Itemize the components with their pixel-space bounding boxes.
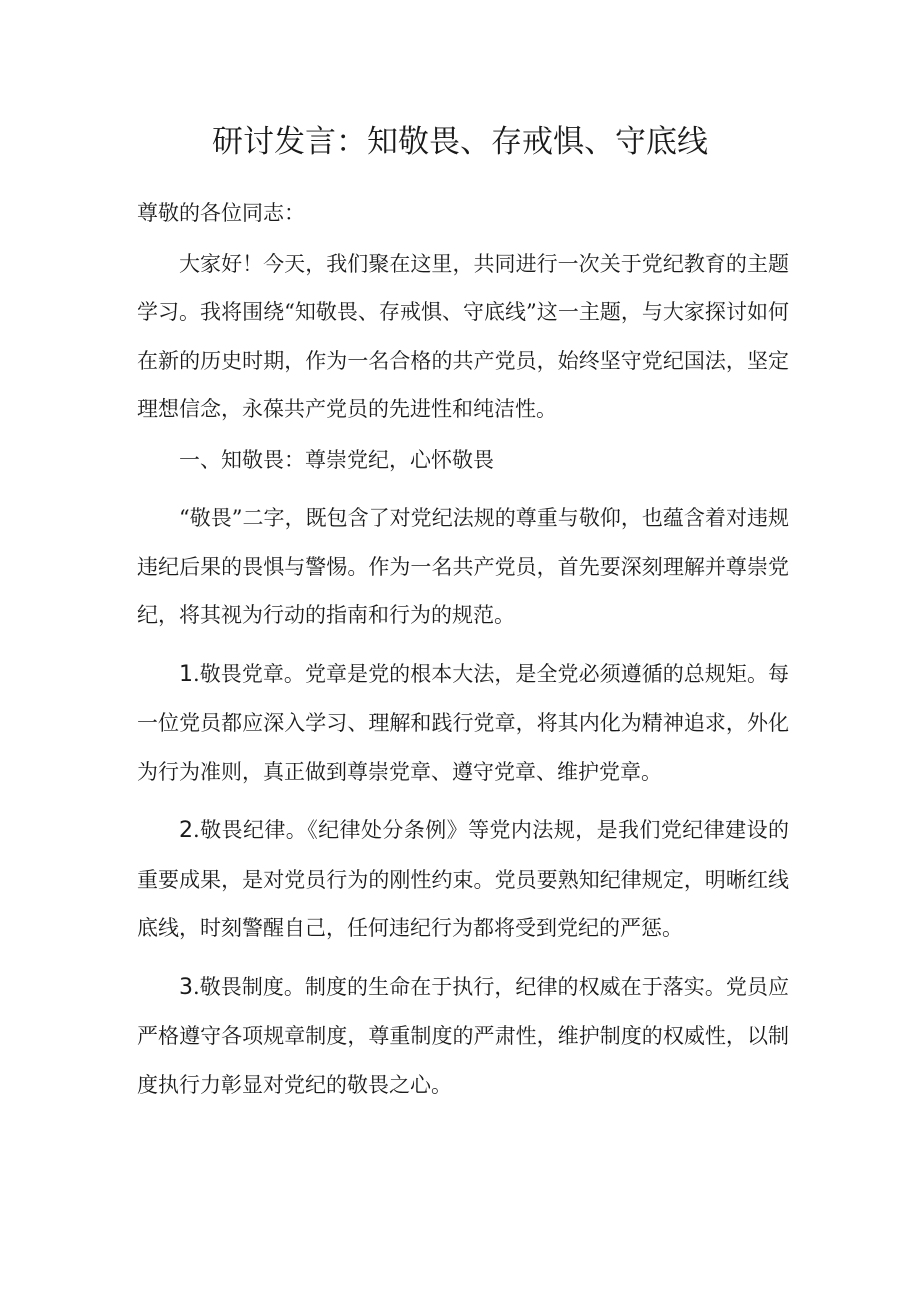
point-number: 2 (179, 818, 193, 843)
intro-paragraph: 大家好！今天，我们聚在这里，共同进行一次关于党纪教育的主题学习。我将围绕“知敬畏、存戒惧、守底线”这一主题，与大家探讨如何在新的历史时期，作为一名合格的共产党员，始终坚守党纪国法，坚定理想信念，永葆共产党员的先进性和纯洁性。 (137, 251, 789, 421)
point-paragraph-1 (137, 650, 789, 797)
point-paragraph-3 (137, 963, 789, 1110)
point-text: .敬畏党章。党章是党的根本大法，是全党必须遵循的总规矩。每一位党员都应深入学习、理解和践行党章，将其内化为精神追求，外化为行为准则，真正做到尊崇党章、遵守党章、维护党章。 (137, 661, 789, 784)
point-text: .敬畏纪律。《纪律处分条例》等党内法规，是我们党纪律建设的重要成果，是对党员行为的刚性约束。党员要熟知纪律规定，明晰红线底线，时刻警醒自己，任何违纪行为都将受到党纪的严惩。 (137, 818, 789, 940)
point-paragraph-2 (137, 806, 789, 953)
document-title: 研讨发言：知敬畏、存戒惧、守底线 (212, 124, 708, 160)
point-number: 3 (179, 974, 193, 1000)
section-heading: 一、知敬畏：尊崇党纪，心怀敬畏 (179, 447, 494, 472)
salutation: 尊敬的各位同志： (137, 201, 305, 225)
point-text: .敬畏制度。制度的生命在于执行，纪律的权威在于落实。党员应严格遵守各项规章制度，尊重制度的严肃性，维护制度的权威性，以制度执行力彰显对党纪的敬畏之心。 (137, 974, 789, 1097)
document-body (137, 189, 789, 1109)
section-intro-paragraph: “敬畏”二字，既包含了对党纪法规的尊重与敬仰，也蕴含着对违规违纪后果的畏惧与警惕。作为一名共产党员，首先要深刻理解并尊崇党纪，将其视为行动的指南和行为的规范。 (137, 506, 789, 627)
point-number: 1 (179, 661, 193, 687)
